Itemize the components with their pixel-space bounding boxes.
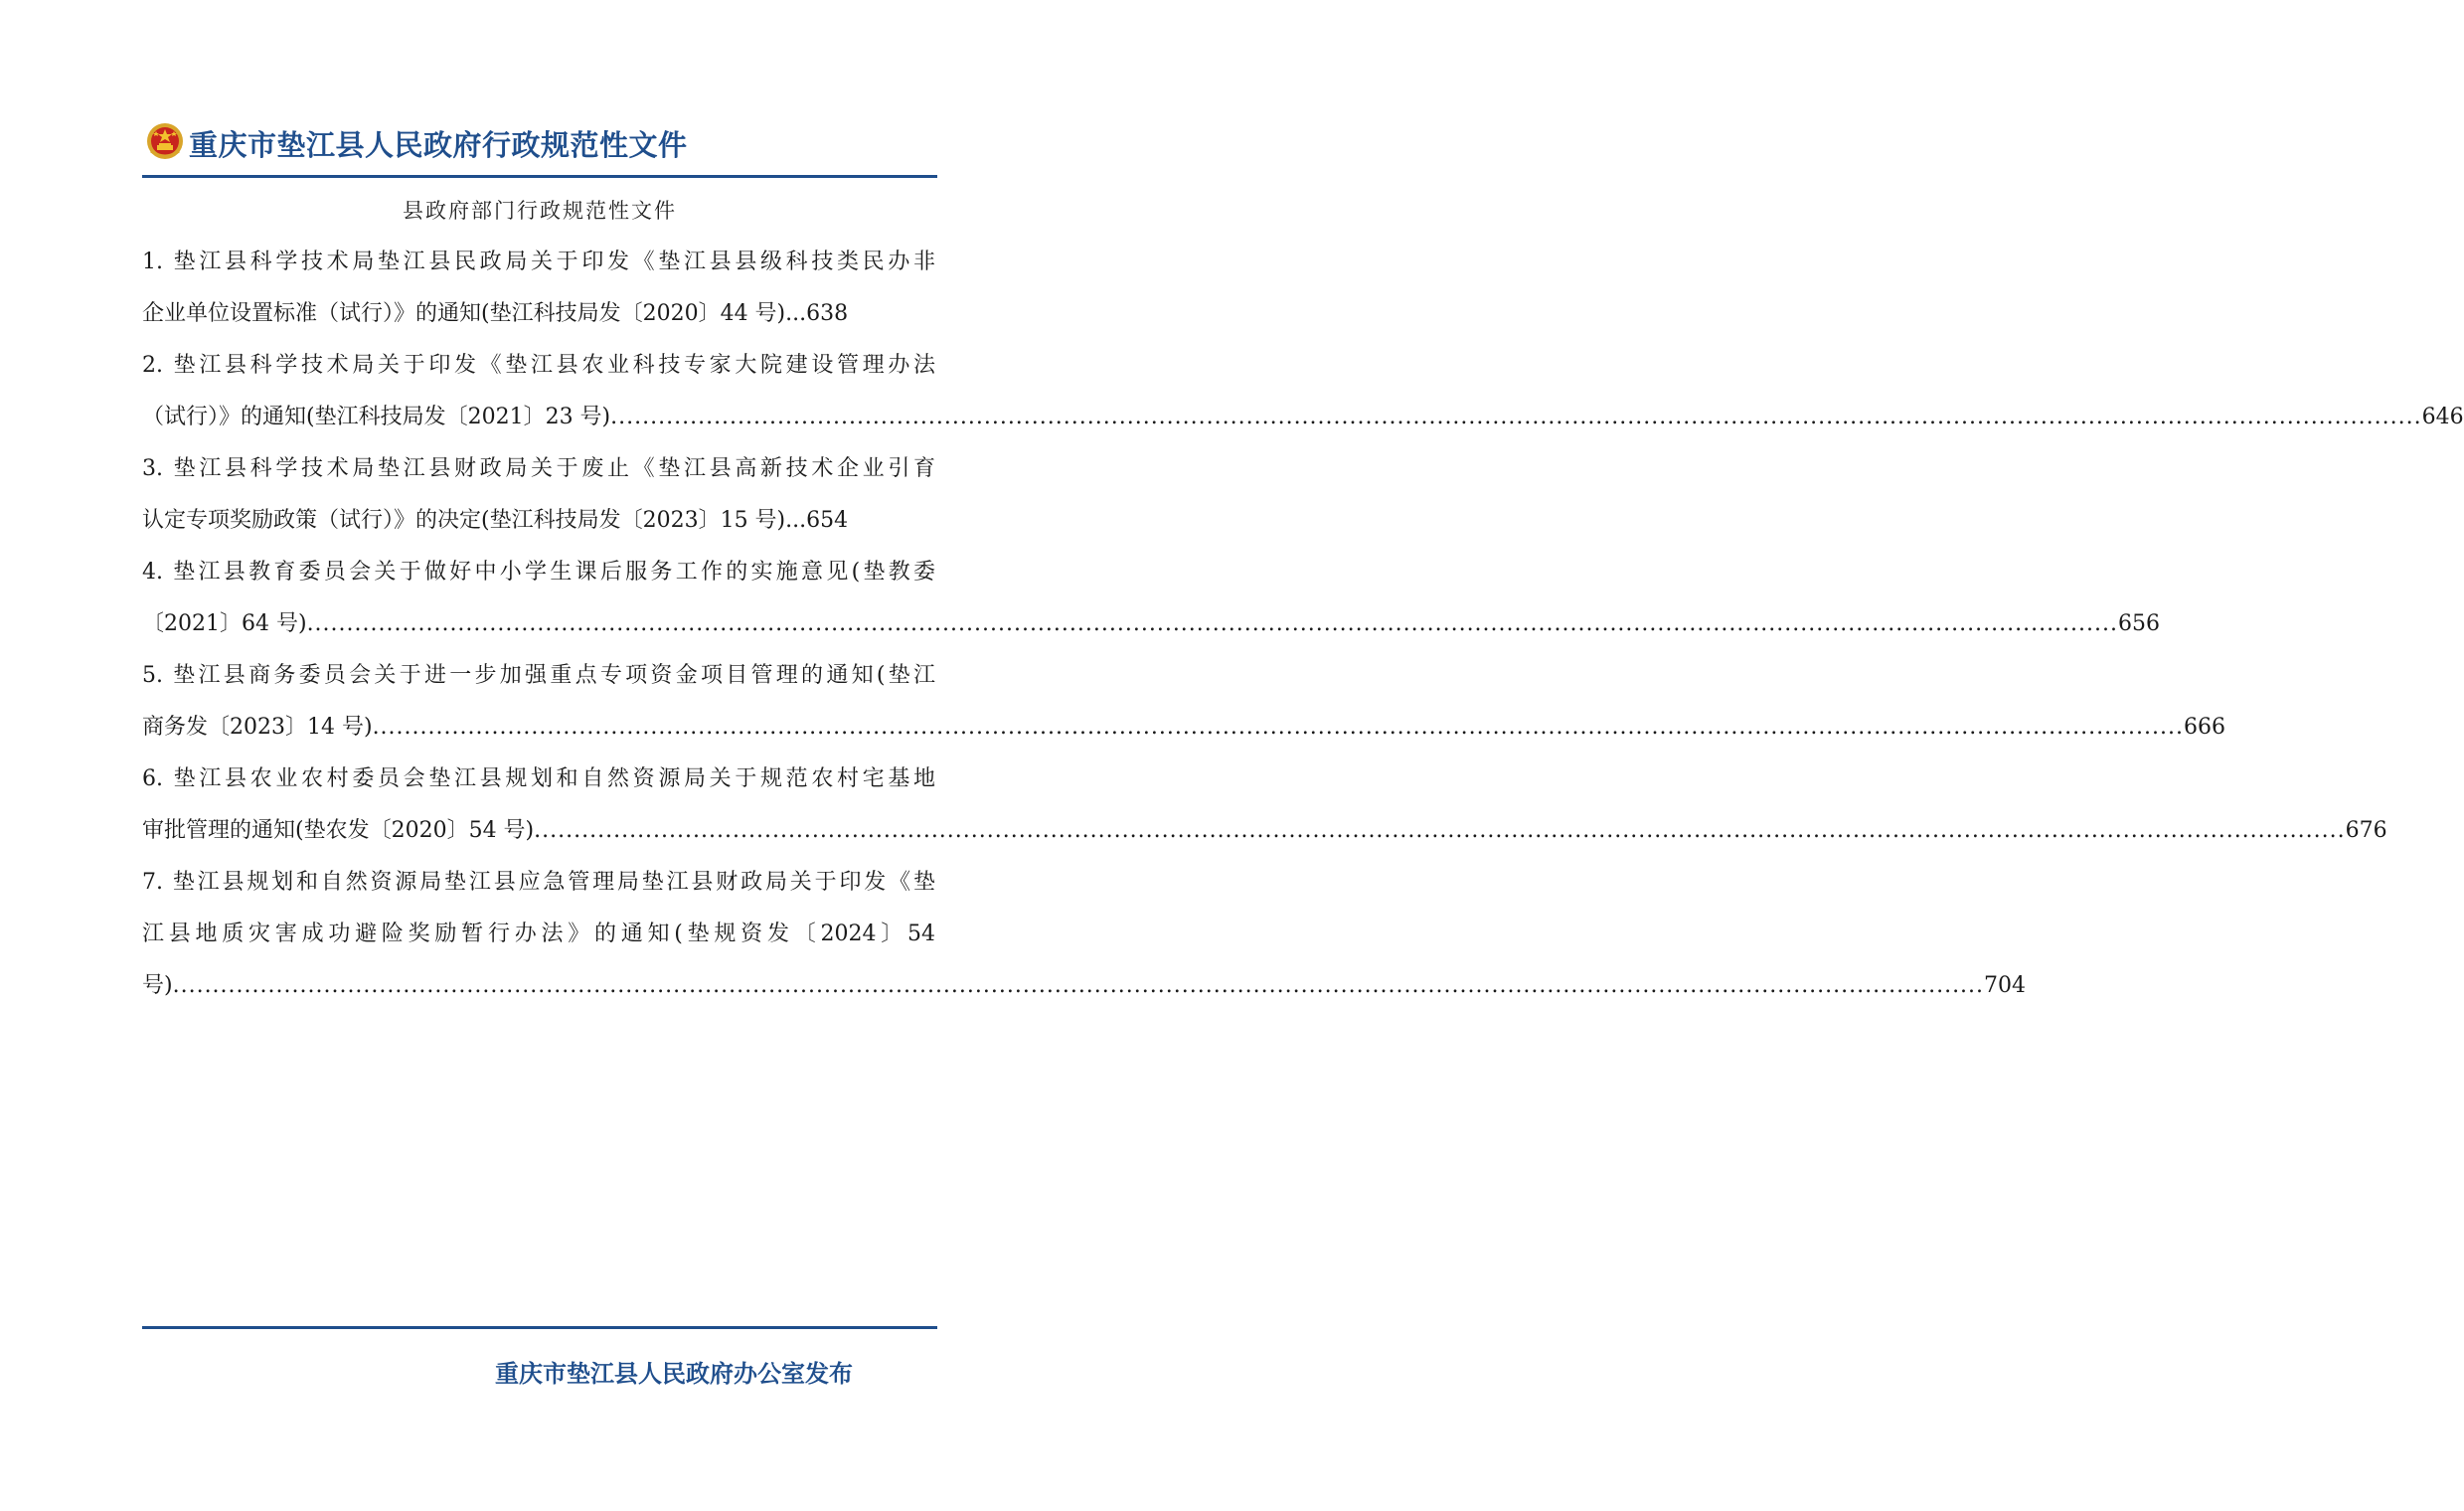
footer-publisher: 重庆市垫江县人民政府办公室发布 bbox=[495, 1359, 853, 1388]
toc-item-3[interactable] bbox=[142, 443, 935, 547]
toc-item-6[interactable] bbox=[142, 754, 2387, 857]
leader-dots: .................................................................................................................................................................................................................................... bbox=[372, 715, 2185, 740]
page-number: 676 bbox=[2345, 818, 2387, 843]
toc-item-title-cont: 审批管理的通知(垫农发〔2020〕54 号) .................................................................................................................................................................................................................................... 676 bbox=[142, 805, 933, 857]
footer-divider bbox=[142, 1326, 937, 1329]
toc-item-title: 5. 垫江县商务委员会关于进一步加强重点专项资金项目管理的通知(垫江 bbox=[142, 663, 935, 688]
document-header bbox=[145, 117, 936, 167]
toc-item-title-cont: 认定专项奖励政策（试行）》的决定(垫江科技局发〔2023〕15 号)...654 bbox=[142, 508, 849, 533]
toc-item-title: 7. 垫江县规划和自然资源局垫江县应急管理局垫江县财政局关于印发《垫 bbox=[142, 870, 935, 895]
national-emblem-icon bbox=[145, 121, 185, 161]
toc-item-2[interactable] bbox=[142, 340, 2464, 443]
section-title: 县政府部门行政规范性文件 bbox=[403, 199, 677, 223]
toc-item-title-cont: 企业单位设置标准（试行）》的通知(垫江科技局发〔2020〕44 号)...638 bbox=[142, 301, 849, 326]
toc-item-title: 1. 垫江县科学技术局垫江县民政局关于印发《垫江县县级科技类民办非 bbox=[142, 250, 935, 274]
toc-item-4[interactable] bbox=[142, 547, 2161, 650]
page-number: 638 bbox=[806, 301, 849, 326]
toc-item-5[interactable] bbox=[142, 650, 2226, 754]
header-divider bbox=[142, 175, 937, 178]
page-number: 704 bbox=[1984, 973, 2027, 998]
leader-dots: .................................................................................................................................................................................................................................... bbox=[610, 405, 2422, 429]
page-number: 654 bbox=[806, 508, 849, 533]
page-number: 666 bbox=[2184, 715, 2226, 740]
toc-item-1[interactable] bbox=[142, 237, 935, 340]
toc-item-title-cont: 〔2021〕64 号) .................................................................................................................................................................................................................................... 656 bbox=[142, 598, 933, 650]
page-number: 646 bbox=[2421, 405, 2464, 429]
leader-dots: .................................................................................................................................................................................................................................... bbox=[172, 973, 1985, 998]
page-number: 656 bbox=[2118, 611, 2161, 636]
toc-item-title-cont: 江县地质灾害成功避险奖励暂行办法》的通知(垫规资发〔2024〕54 bbox=[142, 922, 935, 946]
toc-item-title-cont: （试行）》的通知(垫江科技局发〔2021〕23 号) .................................................................................................................................................................................................................................... 646 bbox=[142, 392, 933, 443]
leader-dots: .................................................................................................................................................................................................................................... bbox=[306, 611, 2119, 636]
toc-item-7[interactable] bbox=[142, 857, 2027, 1012]
leader-dots: .................................................................................................................................................................................................................................... bbox=[534, 818, 2346, 843]
toc-item-title-cont: 商务发〔2023〕14 号) .................................................................................................................................................................................................................................... 666 bbox=[142, 702, 933, 754]
table-of-contents bbox=[142, 237, 2464, 1012]
toc-item-title: 3. 垫江县科学技术局垫江县财政局关于废止《垫江县高新技术企业引育 bbox=[142, 456, 935, 481]
toc-item-title-end: 号) .................................................................................................................................................................................................................................... 704 bbox=[142, 960, 933, 1012]
toc-item-title: 2. 垫江县科学技术局关于印发《垫江县农业科技专家大院建设管理办法 bbox=[142, 353, 935, 378]
header-title: 重庆市垫江县人民政府行政规范性文件 bbox=[189, 128, 688, 162]
toc-item-title: 4. 垫江县教育委员会关于做好中小学生课后服务工作的实施意见(垫教委 bbox=[142, 560, 935, 585]
toc-item-title: 6. 垫江县农业农村委员会垫江县规划和自然资源局关于规范农村宅基地 bbox=[142, 766, 935, 791]
